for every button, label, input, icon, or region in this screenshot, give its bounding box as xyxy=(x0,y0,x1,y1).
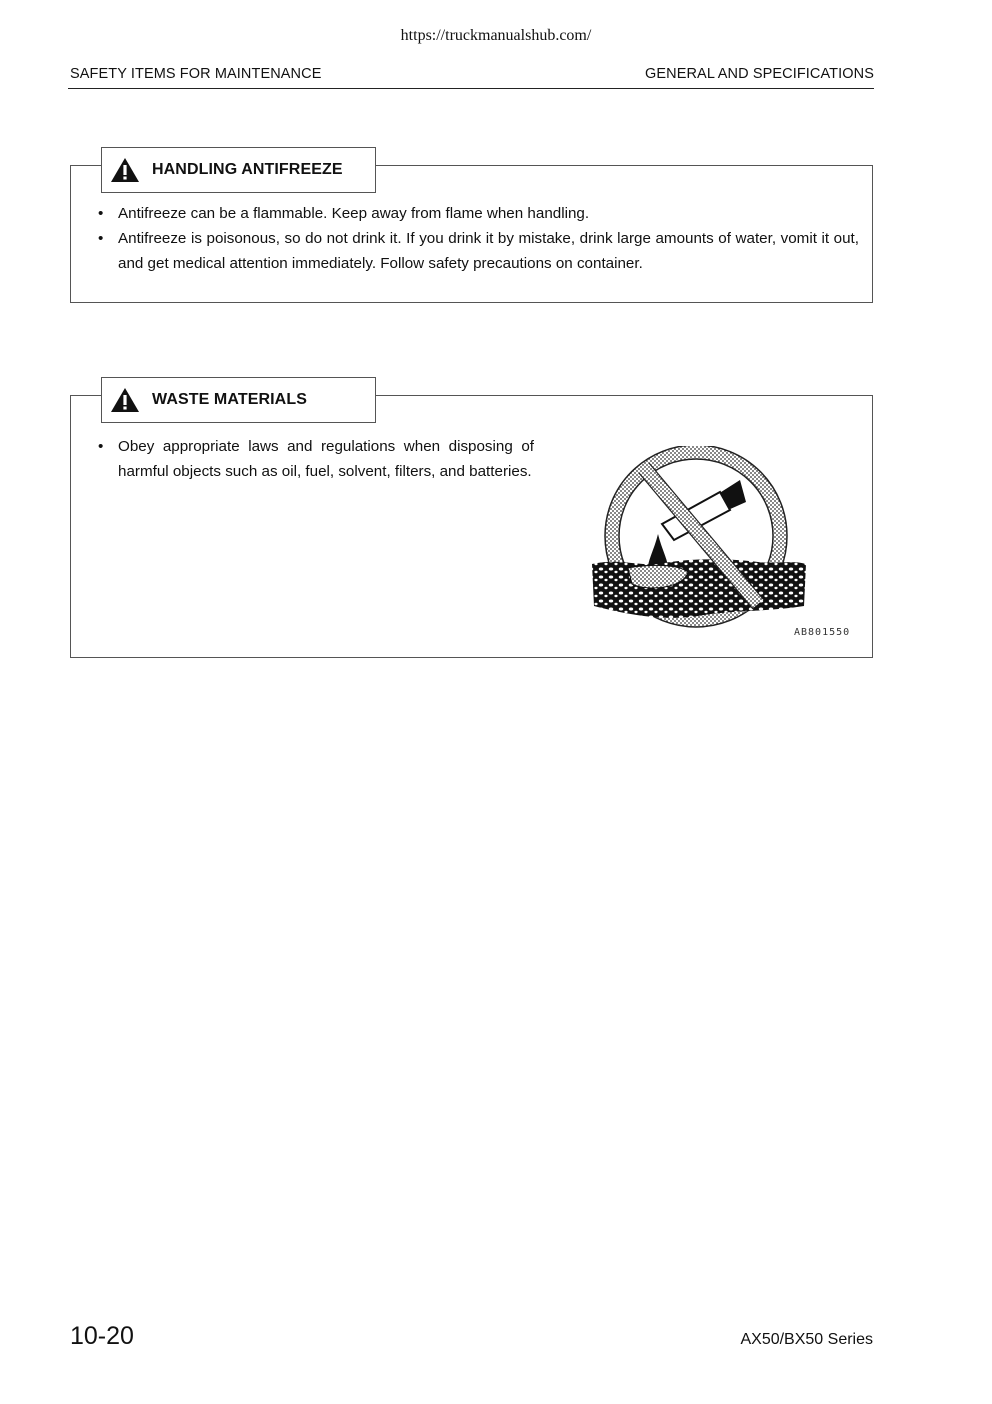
page-number: 10-20 xyxy=(70,1322,134,1350)
list-item: • Antifreeze can be a flammable. Keep away from flame when handling. xyxy=(98,201,859,226)
warning-triangle-icon xyxy=(110,157,140,183)
source-url[interactable]: https://truckmanualshub.com/ xyxy=(400,27,592,44)
antifreeze-bullet-list xyxy=(98,201,859,276)
figure-code: AB801550 xyxy=(794,627,851,638)
header-chapter-title: GENERAL AND SPECIFICATIONS xyxy=(644,66,874,82)
header-section-title: SAFETY ITEMS FOR MAINTENANCE xyxy=(70,66,322,82)
header-divider xyxy=(68,88,874,89)
antifreeze-title: HANDLING ANTIFREEZE xyxy=(152,161,343,178)
warning-triangle-icon xyxy=(110,387,140,413)
no-dumping-oil-illustration xyxy=(588,446,810,632)
list-item: • Obey appropriate laws and regulations when disposing of harmful objects such as oil, fuel, solvent, filters, and batteries. xyxy=(98,434,534,484)
antifreeze-title-tab xyxy=(101,147,376,193)
waste-materials-title: WASTE MATERIALS xyxy=(152,391,307,408)
waste-materials-title-tab xyxy=(101,377,376,423)
model-series: AX50/BX50 Series xyxy=(740,1331,873,1348)
waste-materials-bullet-list xyxy=(98,434,534,484)
list-item: • Antifreeze is poisonous, so do not drink it. If you drink it by mistake, drink large amounts of water, vomit it out, and get medical attention immediately. Follow safety precautions on container. xyxy=(98,226,859,276)
